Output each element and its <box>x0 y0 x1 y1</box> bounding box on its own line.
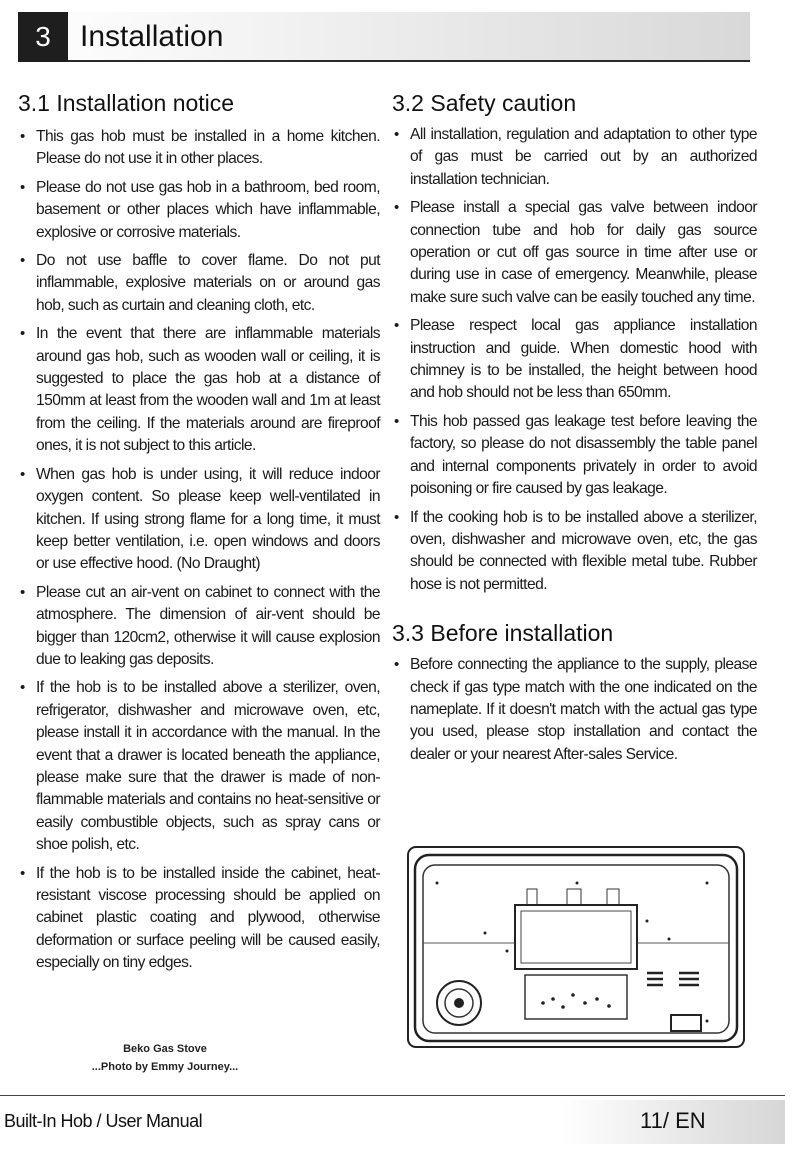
footer-page-number: 11/ EN <box>640 1108 706 1133</box>
list-item: • When gas hob is under using, it will reduce indoor oxygen content. So please keep well-ventilated in kitchen. If using strong flame for a long time, it must keep better ventilation, i.e. open windows and doors or use effective hood. (No Draught) <box>18 464 380 576</box>
section-title-3-2: 3.2 Safety caution <box>392 90 577 116</box>
safety-caution-list <box>392 124 757 596</box>
list-item: • Please respect local gas appliance installation instruction and guide. When domestic hood with chimney is to be installed, the height between hood and hob should not be less than 650mm. <box>392 315 757 405</box>
list-item: • Please cut an air-vent on cabinet to connect with the atmosphere. The dimension of air-vent should be bigger than 120cm2, otherwise it will cause explosion due to leaking gas deposits. <box>18 582 380 672</box>
list-item: • Do not use baffle to cover flame. Do not put inflammable, explosive materials on or around gas hob, such as curtain and cleaning cloth, etc. <box>18 250 380 317</box>
caption-line-1: Beko Gas Stove <box>123 1043 207 1055</box>
before-installation-list <box>392 654 757 766</box>
list-item: • This hob passed gas leakage test before leaving the factory, so please do not disassembly the table panel and internal components privately in order to avoid poisoning or fire caused by gas leakage. <box>392 411 757 501</box>
list-item: • If the cooking hob is to be installed above a sterilizer, oven, dishwasher and microwave oven, etc, the gas should be connected with flexible metal tube. Rubber hose is not permitted. <box>392 507 757 597</box>
right-column <box>392 88 757 766</box>
chapter-title: Installation <box>80 20 224 53</box>
installation-notice-list <box>18 126 380 975</box>
footer-manual-title: Built-In Hob / User Manual <box>4 1111 203 1131</box>
list-item: • Please install a special gas valve between indoor connection tube and hob for daily gas source operation or cut off gas source in time after use or during use in case of emergency. Meanwhile, please make sure such valve can be easily touched any time. <box>392 197 757 309</box>
list-item: • This gas hob must be installed in a home kitchen. Please do not use it in other places. <box>18 126 380 171</box>
list-item: • If the hob is to be installed above a sterilizer, oven, refrigerator, dishwasher and microwave oven, etc, please install it in accordance with the manual. In the event that a drawer is located beneath the appliance, please make sure that the drawer is made of non-flammable materials and contains no heat-sensitive or easily combustible objects, such as spray cans or shoe polish, etc. <box>18 677 380 856</box>
list-item: • Please do not use gas hob in a bathroom, bed room, basement or other places which have inflammable, explosive or corrosive materials. <box>18 177 380 244</box>
caption-line-2: ...Photo by Emmy Journey... <box>91 1061 239 1073</box>
list-item: • All installation, regulation and adaptation to other type of gas must be carried out by an authorized installation technician. <box>392 124 757 191</box>
hob-underside-diagram-icon <box>407 843 747 1053</box>
chapter-number: 3 <box>18 12 68 62</box>
list-item: • Before connecting the appliance to the supply, please check if gas type match with the one indicated on the nameplate. If it doesn't match with the actual gas type you used, please stop installation and contact the dealer or your nearest After-sales Service. <box>392 654 757 766</box>
section-title-3-1: 3.1 Installation notice <box>18 90 235 116</box>
photo-caption <box>70 1040 260 1076</box>
footer-divider <box>0 1095 785 1096</box>
left-column <box>18 88 380 975</box>
list-item: • If the hob is to be installed inside the cabinet, heat-resistant viscose processing should be applied on cabinet plastic coating and plywood, otherwise deformation or surface peeling will be caused easily, especially on tiny edges. <box>18 863 380 975</box>
list-item: • In the event that there are inflammable materials around gas hob, such as wooden wall or ceiling, it is suggested to place the gas hob at a distance of 150mm at least from the wooden wall and 1m at least from the ceiling. If the materials around are fireproof ones, it is not subject to this article. <box>18 323 380 457</box>
section-title-3-3: 3.3 Before installation <box>392 620 614 647</box>
